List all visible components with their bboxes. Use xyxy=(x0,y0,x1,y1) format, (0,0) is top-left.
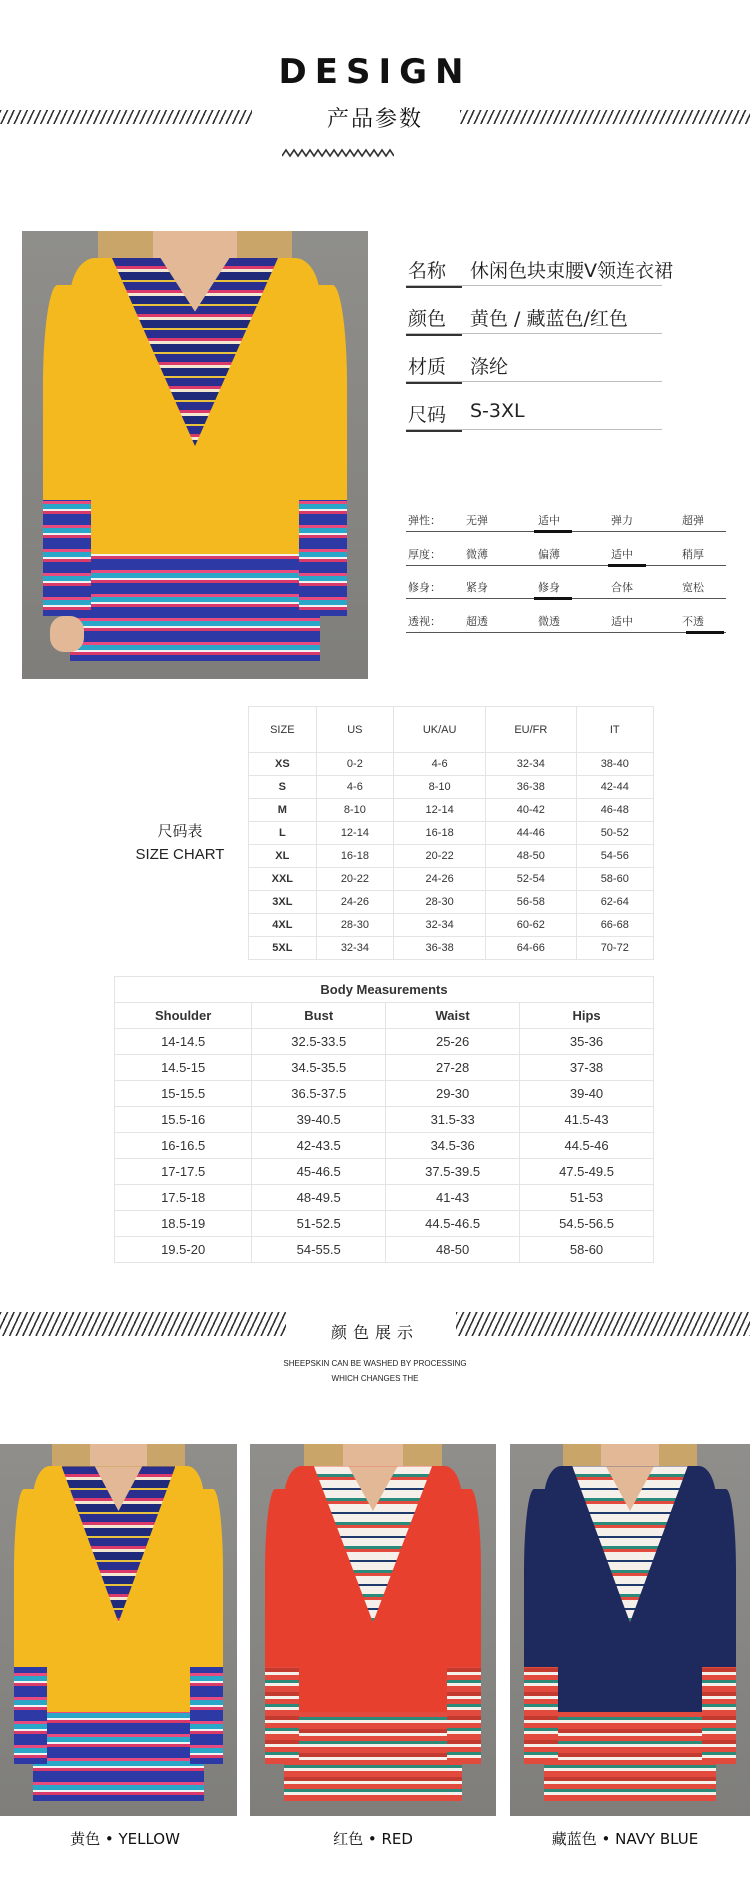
colors-tagline-2: WHICH CHANGES THE xyxy=(331,1374,419,1383)
size-cell: 4XL xyxy=(249,914,317,937)
table-cell: 19.5-20 xyxy=(115,1237,252,1263)
table-cell: 64-66 xyxy=(486,937,576,960)
table-cell: 37.5-39.5 xyxy=(386,1159,520,1185)
table-row xyxy=(115,1185,654,1211)
col-header: SIZE xyxy=(249,707,317,753)
table-cell: 44-46 xyxy=(486,822,576,845)
table-cell: 20-22 xyxy=(316,868,393,891)
table-cell: 58-60 xyxy=(520,1237,654,1263)
size-cell: XXL xyxy=(249,868,317,891)
table-cell: 12-14 xyxy=(316,822,393,845)
col-header: IT xyxy=(576,707,653,753)
table-row xyxy=(115,1159,654,1185)
table-cell: 60-62 xyxy=(486,914,576,937)
table-cell: 27-28 xyxy=(386,1055,520,1081)
table-cell: 8-10 xyxy=(394,776,486,799)
spec-row-color xyxy=(406,300,662,334)
attr-row-fit xyxy=(406,575,726,599)
table-cell: 24-26 xyxy=(394,868,486,891)
table-row xyxy=(115,1133,654,1159)
table-cell: 36-38 xyxy=(486,776,576,799)
table-cell: 56-58 xyxy=(486,891,576,914)
table-cell: 54-56 xyxy=(576,845,653,868)
spec-key: 尺码 xyxy=(408,400,446,427)
spec-row-material xyxy=(406,348,662,382)
attr-option: 稍厚 xyxy=(682,548,704,561)
attr-label: 弹性： xyxy=(408,514,441,527)
col-header: US xyxy=(316,707,393,753)
attr-row-sheerness xyxy=(406,609,726,633)
table-cell: 28-30 xyxy=(316,914,393,937)
variant-caption-yellow: 黄色 • YELLOW xyxy=(70,1830,180,1848)
size-chart-label-cn: 尺码表 xyxy=(157,823,203,840)
table-cell: 12-14 xyxy=(394,799,486,822)
table-row xyxy=(115,1029,654,1055)
table-cell: 70-72 xyxy=(576,937,653,960)
col-header: Bust xyxy=(252,1003,386,1029)
variant-caption-navy: 藏蓝色 • NAVY BLUE xyxy=(551,1830,699,1848)
size-cell: XS xyxy=(249,753,317,776)
spec-row-size xyxy=(406,396,662,430)
body-measurements-table xyxy=(114,976,654,1263)
attr-option: 微透 xyxy=(538,615,560,628)
size-cell: 5XL xyxy=(249,937,317,960)
body-measurements-header-row xyxy=(115,1003,654,1029)
spec-key: 颜色 xyxy=(408,304,446,331)
selected-indicator xyxy=(534,530,572,533)
table-cell: 39-40 xyxy=(520,1081,654,1107)
spec-value: 涤纶 xyxy=(470,356,509,378)
table-row xyxy=(249,914,654,937)
table-cell: 39-40.5 xyxy=(252,1107,386,1133)
attr-label: 透视： xyxy=(408,615,441,628)
table-cell: 14.5-15 xyxy=(115,1055,252,1081)
table-cell: 31.5-33 xyxy=(386,1107,520,1133)
selected-indicator xyxy=(608,564,646,567)
table-cell: 40-42 xyxy=(486,799,576,822)
table-cell: 25-26 xyxy=(386,1029,520,1055)
size-cell: L xyxy=(249,822,317,845)
table-cell: 20-22 xyxy=(394,845,486,868)
table-cell: 15.5-16 xyxy=(115,1107,252,1133)
table-row xyxy=(115,1055,654,1081)
table-cell: 4-6 xyxy=(394,753,486,776)
colors-section-title: 颜色展示 xyxy=(330,1323,419,1342)
table-cell: 28-30 xyxy=(394,891,486,914)
spec-key: 名称 xyxy=(408,256,446,283)
size-chart-table xyxy=(248,706,654,960)
attr-row-elasticity xyxy=(406,508,726,532)
table-cell: 29-30 xyxy=(386,1081,520,1107)
table-cell: 17.5-18 xyxy=(115,1185,252,1211)
selected-indicator xyxy=(686,631,724,634)
table-row xyxy=(115,1237,654,1263)
attr-option: 适中 xyxy=(611,615,633,628)
table-cell: 46-48 xyxy=(576,799,653,822)
col-header: Waist xyxy=(386,1003,520,1029)
col-header: EU/FR xyxy=(486,707,576,753)
design-title: DESIGN xyxy=(278,52,472,92)
attr-option: 超透 xyxy=(466,615,488,628)
table-cell: 32.5-33.5 xyxy=(252,1029,386,1055)
table-cell: 48-50 xyxy=(386,1237,520,1263)
table-cell: 41.5-43 xyxy=(520,1107,654,1133)
size-chart-label-en: SIZE CHART xyxy=(135,846,225,863)
table-cell: 15-15.5 xyxy=(115,1081,252,1107)
table-cell: 4-6 xyxy=(316,776,393,799)
attr-option: 适中 xyxy=(611,548,633,561)
table-cell: 36.5-37.5 xyxy=(252,1081,386,1107)
table-cell: 38-40 xyxy=(576,753,653,776)
table-row xyxy=(249,937,654,960)
colors-tagline-1: SHEEPSKIN CAN BE WASHED BY PROCESSING xyxy=(283,1359,467,1368)
table-row xyxy=(249,891,654,914)
table-cell: 34.5-35.5 xyxy=(252,1055,386,1081)
selected-indicator xyxy=(534,597,572,600)
table-cell: 54-55.5 xyxy=(252,1237,386,1263)
table-cell: 35-36 xyxy=(520,1029,654,1055)
table-cell: 32-34 xyxy=(394,914,486,937)
variant-photo-red xyxy=(250,1444,496,1816)
table-row xyxy=(249,799,654,822)
design-subtitle: 产品参数 xyxy=(326,107,423,132)
spec-value: 休闲色块束腰V领连衣裙 xyxy=(470,260,673,282)
col-header: UK/AU xyxy=(394,707,486,753)
table-cell: 37-38 xyxy=(520,1055,654,1081)
table-cell: 34.5-36 xyxy=(386,1133,520,1159)
spec-row-name xyxy=(406,252,673,286)
table-cell: 62-64 xyxy=(576,891,653,914)
table-cell: 14-14.5 xyxy=(115,1029,252,1055)
spec-value: 黄色 / 藏蓝色/红色 xyxy=(470,308,628,330)
table-row xyxy=(249,753,654,776)
table-row xyxy=(249,845,654,868)
attr-option: 紧身 xyxy=(466,581,488,594)
table-cell: 24-26 xyxy=(316,891,393,914)
size-cell: S xyxy=(249,776,317,799)
attr-option: 合体 xyxy=(611,581,633,594)
table-cell: 45-46.5 xyxy=(252,1159,386,1185)
table-cell: 18.5-19 xyxy=(115,1211,252,1237)
attr-option: 微薄 xyxy=(466,548,488,561)
table-cell: 54.5-56.5 xyxy=(520,1211,654,1237)
table-cell: 51-53 xyxy=(520,1185,654,1211)
table-cell: 41-43 xyxy=(386,1185,520,1211)
size-cell: M xyxy=(249,799,317,822)
attr-option: 宽松 xyxy=(682,581,704,594)
spec-value: S-3XL xyxy=(470,400,525,422)
table-cell: 48-49.5 xyxy=(252,1185,386,1211)
size-cell: 3XL xyxy=(249,891,317,914)
body-measurements-title: Body Measurements xyxy=(115,977,654,1003)
attr-label: 修身： xyxy=(408,581,441,594)
col-header: Shoulder xyxy=(115,1003,252,1029)
table-cell: 36-38 xyxy=(394,937,486,960)
zigzag-ornament xyxy=(282,148,394,158)
table-cell: 8-10 xyxy=(316,799,393,822)
product-photo-main xyxy=(22,231,368,679)
table-row xyxy=(249,776,654,799)
size-cell: XL xyxy=(249,845,317,868)
table-cell: 48-50 xyxy=(486,845,576,868)
table-cell: 58-60 xyxy=(576,868,653,891)
table-cell: 66-68 xyxy=(576,914,653,937)
table-cell: 32-34 xyxy=(316,937,393,960)
table-cell: 16-18 xyxy=(316,845,393,868)
table-cell: 42-43.5 xyxy=(252,1133,386,1159)
table-cell: 44.5-46.5 xyxy=(386,1211,520,1237)
table-row xyxy=(115,1081,654,1107)
attr-label: 厚度： xyxy=(408,548,441,561)
table-cell: 50-52 xyxy=(576,822,653,845)
table-cell: 0-2 xyxy=(316,753,393,776)
table-cell: 32-34 xyxy=(486,753,576,776)
size-chart-label xyxy=(120,820,240,866)
table-cell: 42-44 xyxy=(576,776,653,799)
attr-option: 偏薄 xyxy=(538,548,560,561)
attr-row-thickness xyxy=(406,542,726,566)
table-row xyxy=(249,822,654,845)
table-cell: 16-16.5 xyxy=(115,1133,252,1159)
attr-option: 修身 xyxy=(538,581,560,594)
attr-option: 无弹 xyxy=(466,514,488,527)
table-row xyxy=(249,868,654,891)
table-row xyxy=(115,1107,654,1133)
table-cell: 16-18 xyxy=(394,822,486,845)
table-cell: 51-52.5 xyxy=(252,1211,386,1237)
size-chart-header-row xyxy=(249,707,654,753)
attr-option: 弹力 xyxy=(611,514,633,527)
attr-option: 适中 xyxy=(538,514,560,527)
attr-option: 不透 xyxy=(682,615,704,628)
table-cell: 44.5-46 xyxy=(520,1133,654,1159)
col-header: Hips xyxy=(520,1003,654,1029)
variant-caption-red: 红色 • RED xyxy=(333,1830,413,1848)
table-cell: 52-54 xyxy=(486,868,576,891)
attr-option: 超弹 xyxy=(682,514,704,527)
variant-photo-yellow xyxy=(0,1444,237,1816)
table-cell: 47.5-49.5 xyxy=(520,1159,654,1185)
table-cell: 17-17.5 xyxy=(115,1159,252,1185)
variant-photo-navy xyxy=(510,1444,750,1816)
spec-key: 材质 xyxy=(408,352,446,379)
table-row xyxy=(115,1211,654,1237)
